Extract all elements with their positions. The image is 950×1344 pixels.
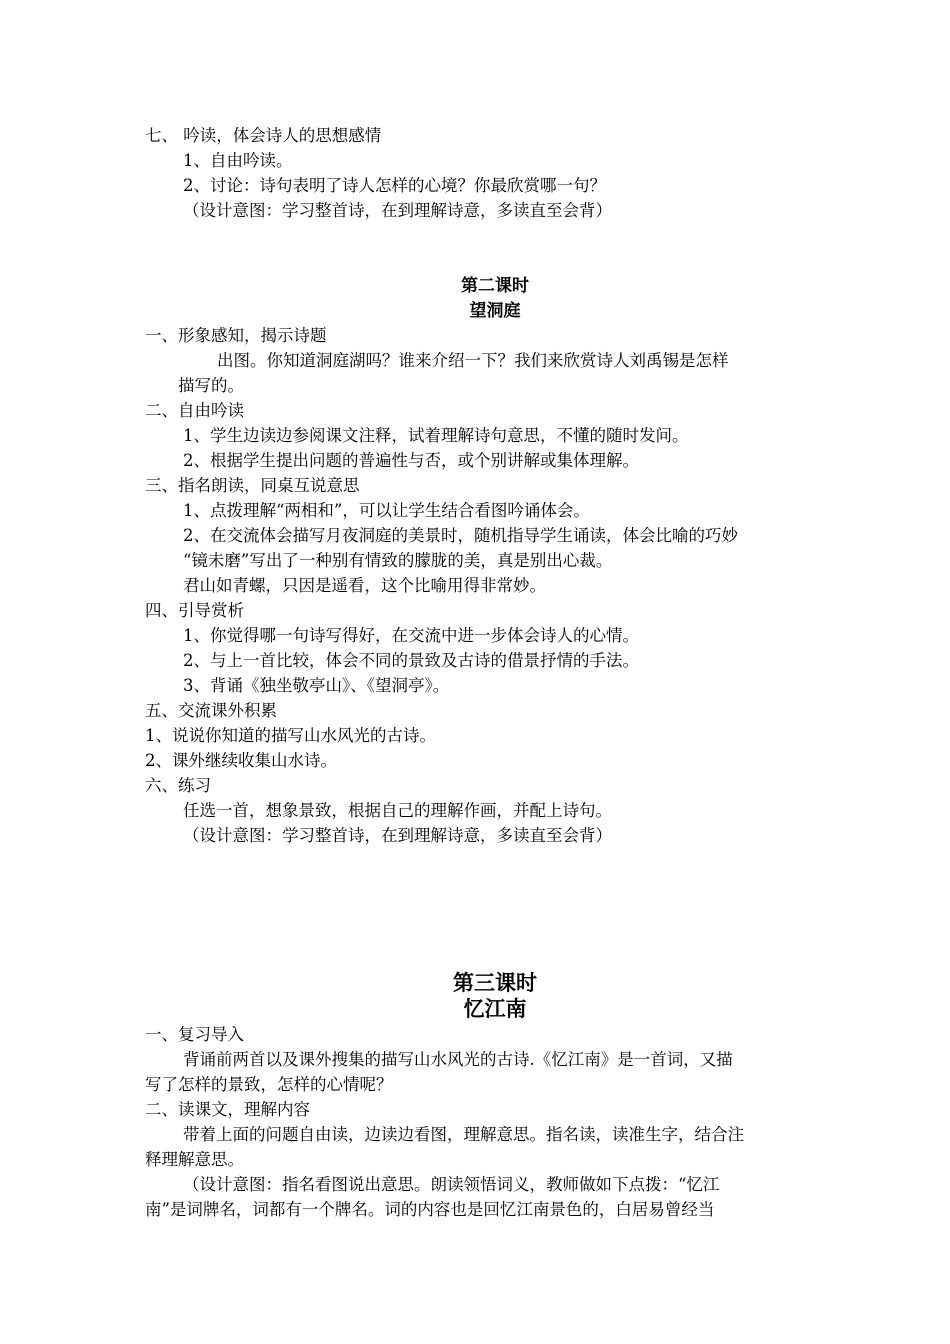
section-heading: 七、 吟读，体会诗人的思想感情 — [145, 126, 382, 145]
list-item: 1、你觉得哪一句诗写得好，在交流中进一步体会诗人的心情。 — [183, 626, 639, 645]
section-heading: 四、引导赏析 — [145, 601, 244, 620]
section-heading: 三、指名朗读，同桌互说意思 — [145, 476, 360, 495]
paragraph-line: 背诵前两首以及课外搜集的描写山水风光的古诗.《忆江南》是一首词，又描 — [183, 1050, 733, 1069]
design-note: （设计意图：学习整首诗，在到理解诗意，多读直至会背） — [183, 826, 612, 845]
paragraph-line: 描写的。 — [178, 376, 244, 395]
paragraph-line: 任选一首，想象景致，根据自己的理解作画，并配上诗句。 — [183, 801, 612, 820]
list-item: 2、讨论：诗句表明了诗人怎样的心境？你最欣赏哪一句？ — [183, 176, 606, 195]
list-item: 1、点拨理解“两相和”，可以让学生结合看图吟诵体会。 — [183, 501, 590, 520]
list-item: 2、课外继续收集山水诗。 — [145, 751, 337, 770]
paragraph-line: 出图。你知道洞庭湖吗？谁来介绍一下？我们来欣赏诗人刘禹锡是怎样 — [217, 351, 729, 370]
paragraph-line: 君山如青螺，只因是遥看，这个比喻用得非常妙。 — [183, 576, 546, 595]
list-item: 1、说说你知道的描写山水风光的古诗。 — [145, 726, 436, 745]
section-heading: 一、形象感知，揭示诗题 — [145, 326, 327, 345]
lesson-subtitle: 忆江南 — [463, 997, 527, 1021]
lesson-title: 第三课时 — [453, 971, 537, 995]
list-item: 1、自由吟读。 — [183, 151, 293, 170]
list-item: 2、与上一首比较，体会不同的景致及古诗的借景抒情的手法。 — [183, 651, 639, 670]
list-item: 2、根据学生提出问题的普遍性与否，或个别讲解或集体理解。 — [183, 451, 639, 470]
section-heading: 二、自由吟读 — [145, 401, 244, 420]
lesson-title: 第二课时 — [461, 276, 529, 296]
section-heading: 一、复习导入 — [145, 1025, 244, 1044]
section-heading: 二、读课文，理解内容 — [145, 1100, 310, 1119]
paragraph-line: 释理解意思。 — [145, 1150, 244, 1169]
list-item: 2、在交流体会描写月夜洞庭的美景时，随机指导学生诵读，体会比喻的巧妙 — [183, 526, 738, 545]
paragraph-line: “镜未磨”写出了一种别有情致的朦胧的美，真是别出心裁。 — [183, 551, 613, 570]
design-note: （设计意图：学习整首诗，在到理解诗意，多读直至会背） — [183, 201, 612, 220]
section-heading: 六、练习 — [145, 776, 211, 795]
list-item: 3、背诵《独坐敬亭山》、《望洞亭》。 — [183, 676, 450, 695]
paragraph-line: 南”是词牌名，词都有一个牌名。词的内容也是回忆江南景色的，白居易曾经当 — [145, 1200, 715, 1219]
list-item: 1、学生边读边参阅课文注释，试着理解诗句意思，不懂的随时发问。 — [183, 426, 689, 445]
paragraph-line: 写了怎样的景致，怎样的心情呢？ — [145, 1075, 393, 1094]
section-heading: 五、交流课外积累 — [145, 701, 277, 720]
design-note: （设计意图：指名看图说出意思。朗读领悟词义，教师做如下点拨：“忆江 — [183, 1175, 720, 1194]
paragraph-line: 带着上面的问题自由读，边读边看图，理解意思。指名读，读准生字，结合注 — [183, 1125, 744, 1144]
lesson-subtitle: 望洞庭 — [469, 301, 521, 321]
